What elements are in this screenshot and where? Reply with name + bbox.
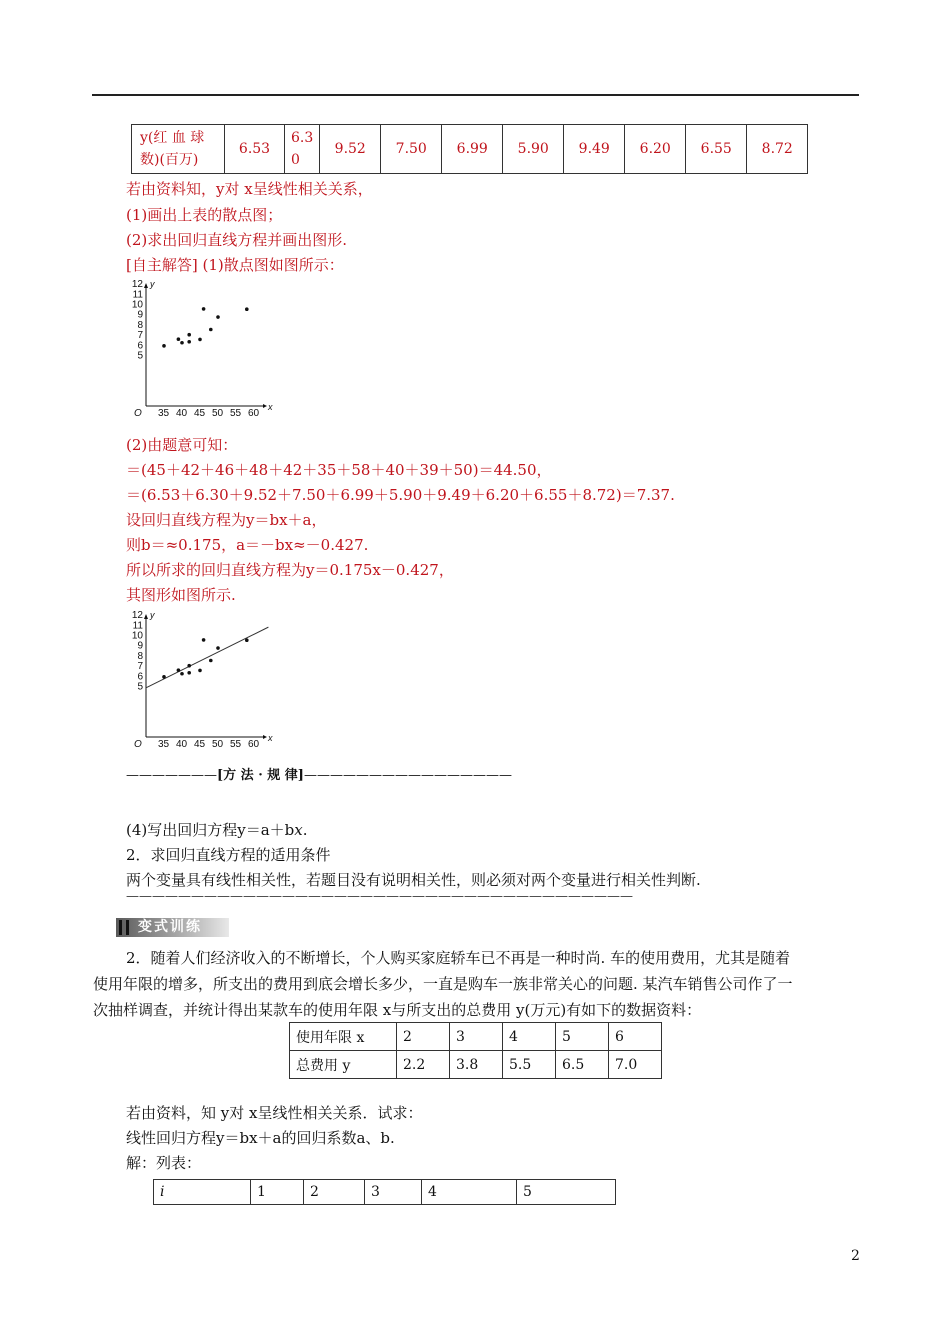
data-point (180, 672, 184, 676)
x-axis-label: x (268, 402, 273, 412)
y-tick-label: 7 (137, 330, 143, 342)
x-tick-label: 50 (212, 408, 224, 419)
regression-plot (128, 609, 288, 754)
data-point (187, 664, 191, 668)
solution-step-2: (2)由题意可知： (126, 436, 238, 454)
computation-table (153, 1179, 616, 1205)
y-tick-label: 5 (137, 681, 143, 693)
data-point (198, 669, 202, 673)
x-axis-arrow-icon (263, 404, 267, 408)
y-tick-label: 10 (131, 630, 143, 642)
data-point (202, 307, 206, 311)
x-axis-arrow-icon (263, 735, 267, 739)
step-4-text (126, 819, 308, 840)
table-cell: 6.53 (225, 125, 285, 174)
x-tick-label: 50 (212, 739, 224, 750)
banner-bars-icon (119, 920, 129, 935)
table-cell: 2 (397, 1023, 450, 1051)
y-tick-label: 12 (131, 279, 143, 291)
mean-x-formula: ＝(45＋42＋46＋48＋42＋35＋58＋40＋39＋50)＝44.50， (126, 461, 552, 479)
step-4-main: (4)写出回归方程y＝a＋b (126, 821, 295, 839)
question-2: (2)求出回归直线方程并画出图形. (126, 231, 348, 249)
question-1: (1)画出上表的散点图； (126, 206, 283, 224)
step-4-end: . (302, 821, 308, 839)
table-cell: 2 (304, 1180, 365, 1205)
data-point (198, 338, 202, 342)
y-tick-label: 5 (137, 350, 143, 362)
table-cell: 5 (517, 1180, 616, 1205)
table-cell: 5.5 (503, 1051, 556, 1079)
table-cell: 3 (365, 1180, 422, 1205)
origin-label: O (134, 739, 142, 750)
header-rule (92, 94, 859, 96)
mean-y-formula: ＝(6.53＋6.30＋9.52＋7.50＋6.99＋5.90＋9.49＋6.20＋6.55＋8.72)＝7.37. (126, 486, 675, 504)
origin-label: O (134, 408, 142, 419)
table-cell: 6.20 (625, 125, 686, 174)
label-line: y(红 血 球 (140, 130, 205, 146)
problem-3-line-2: 线性回归方程y＝bx＋a的回归系数a、b. (126, 1129, 395, 1147)
y-tick-label: 9 (137, 309, 143, 321)
data-point (202, 638, 206, 642)
table-cell (285, 125, 320, 174)
table-cell: 7.50 (381, 125, 442, 174)
table-row (290, 1051, 662, 1079)
y-tick-label: 12 (131, 610, 143, 622)
y-axis-arrow-icon (144, 283, 148, 288)
x-tick-label: 55 (230, 408, 242, 419)
y-axis-label: y (150, 279, 155, 289)
table-cell: 5 (556, 1023, 609, 1051)
table-cell: 7.0 (609, 1051, 662, 1079)
usage-cost-table (289, 1022, 662, 1079)
problem-2-line-1: 2．随着人们经济收入的不断增长，个人购买家庭轿车已不再是一种时尚. 车的使用费用，尤其是随着 (126, 949, 791, 967)
y-tick-label: 6 (137, 671, 143, 683)
table-cell: 9.52 (320, 125, 381, 174)
data-point (245, 638, 249, 642)
data-point (177, 337, 181, 341)
table-cell: 3.8 (450, 1051, 503, 1079)
x-tick-label: 60 (248, 408, 260, 419)
x-tick-label: 35 (158, 739, 170, 750)
data-point (180, 341, 184, 345)
x-tick-label: 60 (248, 739, 260, 750)
condition-title: 2．求回归直线方程的适用条件 (126, 846, 331, 864)
cell-line: 0 (291, 152, 300, 168)
x-tick-label: 40 (176, 408, 188, 419)
cell-line: 6.3 (291, 130, 314, 146)
condition-body: 两个变量具有线性相关性，若题目没有说明相关性，则必须对两个变量进行相关性判断. (126, 871, 701, 889)
data-point (177, 668, 181, 672)
table-cell: 6.5 (556, 1051, 609, 1079)
coefficients-text: 则b＝≈0.175，a＝－bx≈－0.427. (126, 536, 369, 554)
method-label: [方 法 · 规 律] (217, 768, 304, 783)
step-4-var: x (294, 821, 303, 839)
method-heading (126, 764, 512, 783)
y-axis-arrow-icon (144, 614, 148, 619)
y-tick-label: 8 (137, 650, 143, 662)
y-tick-label: 11 (132, 289, 143, 301)
method-dash-right: ———————————————— (303, 768, 512, 783)
y-tick-label: 10 (131, 299, 143, 311)
set-equation-text: 设回归直线方程为y＝bx＋a， (126, 511, 327, 529)
x-tick-label: 45 (194, 739, 206, 750)
graph-caption: 其图形如图所示. (126, 586, 236, 604)
table-cell: 5.90 (503, 125, 564, 174)
x-tick-label: 35 (158, 408, 170, 419)
table-cell: 2.2 (397, 1051, 450, 1079)
data-point (162, 344, 166, 348)
table-row (132, 125, 808, 174)
data-point (187, 340, 191, 344)
banner-text: 变式训练 (138, 919, 202, 935)
scatter-plot (128, 278, 288, 423)
data-point (245, 307, 249, 311)
intro-text: 若由资料知，y对 x呈线性相关关系， (126, 180, 373, 198)
data-point (209, 659, 213, 663)
y-axis-label: y (150, 610, 155, 620)
x-tick-label: 45 (194, 408, 206, 419)
table-cell: i (154, 1180, 251, 1205)
result-equation: 所以所求的回归直线方程为y＝0.175x－0.427， (126, 561, 454, 579)
answer-heading: [自主解答] (1)散点图如图所示： (126, 256, 344, 274)
y-tick-label: 11 (132, 620, 143, 632)
data-point (187, 333, 191, 337)
table-cell: 1 (251, 1180, 304, 1205)
table-cell: 总费用 y (290, 1051, 397, 1079)
problem-3-line-1: 若由资料，知 y对 x呈线性相关关系．试求： (126, 1104, 423, 1122)
table-cell: 9.49 (564, 125, 625, 174)
table-cell: 3 (450, 1023, 503, 1051)
variant-training-banner (116, 918, 229, 937)
data-point (216, 315, 220, 319)
table-row (290, 1023, 662, 1051)
data-point (209, 328, 213, 332)
x-tick-label: 40 (176, 739, 188, 750)
y-tick-label: 6 (137, 340, 143, 352)
x-tick-label: 55 (230, 739, 242, 750)
problem-2-line-3: 次抽样调查，并统计得出某款车的使用年限 x与所支出的总费用 y(万元)有如下的数据资料： (93, 1001, 702, 1019)
y-tick-label: 9 (137, 640, 143, 652)
table-cell: 使用年限 x (290, 1023, 397, 1051)
table-cell: 4 (503, 1023, 556, 1051)
data-point (187, 671, 191, 675)
divider-dashes: ——————————————————————————————————————— (126, 889, 633, 904)
y-tick-label: 7 (137, 661, 143, 673)
y-tick-label: 8 (137, 319, 143, 331)
data-point (162, 675, 166, 679)
method-dash-left: ——————— (126, 768, 217, 783)
x-axis-label: x (268, 733, 273, 743)
label-line: 数)(百万) (140, 152, 199, 168)
table-cell-label (132, 125, 225, 174)
table-cell: 6.55 (686, 125, 747, 174)
data-point (216, 646, 220, 650)
problem-2-line-2: 使用年限的增多，所支出的费用到底会增长多少，一直是购车一族非常关心的问题. 某汽车销售公司作了一 (93, 975, 793, 993)
regression-line (146, 627, 268, 688)
page-number: 2 (851, 1248, 860, 1264)
table-cell: 4 (422, 1180, 517, 1205)
data-table-red-cells (131, 124, 808, 174)
table-cell: 6 (609, 1023, 662, 1051)
table-row (154, 1180, 616, 1205)
table-cell: 6.99 (442, 125, 503, 174)
table-cell: 8.72 (747, 125, 808, 174)
problem-3-line-3: 解：列表： (126, 1154, 202, 1172)
